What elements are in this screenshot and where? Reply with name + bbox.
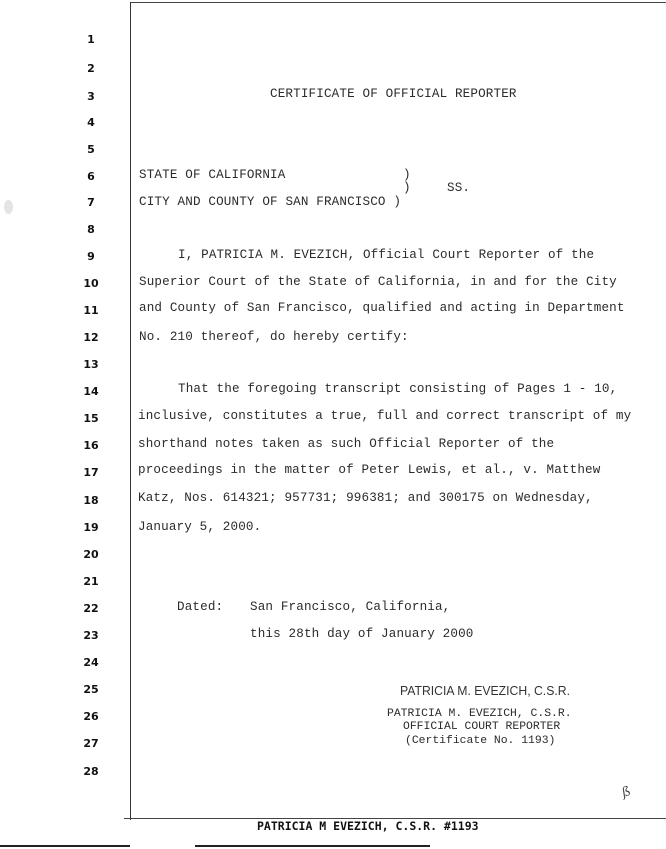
line-number: 28 bbox=[83, 765, 99, 778]
venue-bracket: ) bbox=[403, 181, 411, 195]
line-number: 23 bbox=[83, 629, 99, 642]
venue-bracket: ) bbox=[403, 168, 411, 182]
line-number: 2 bbox=[87, 62, 95, 75]
paragraph-line: No. 210 thereof, do hereby certify: bbox=[139, 330, 409, 344]
signature-handwritten: PATRICIA M. EVEZICH, C.S.R. bbox=[400, 683, 570, 698]
line-number: 7 bbox=[87, 196, 95, 209]
top-border bbox=[130, 2, 666, 3]
line-number: 3 bbox=[87, 90, 95, 103]
line-number: 13 bbox=[83, 358, 99, 371]
line-number: 8 bbox=[87, 223, 95, 236]
line-number: 5 bbox=[87, 143, 95, 156]
paragraph-line: That the foregoing transcript consisting of Pages 1 - 10, bbox=[178, 382, 618, 396]
dated-place: San Francisco, California, bbox=[250, 600, 451, 614]
scan-speck bbox=[4, 200, 13, 214]
paragraph-line: and County of San Francisco, qualified and acting in Department bbox=[139, 301, 625, 315]
line-number: 27 bbox=[83, 737, 99, 750]
line-number: 20 bbox=[83, 548, 99, 561]
line-number: 9 bbox=[87, 250, 95, 263]
footer-reporter: PATRICIA M EVEZICH, C.S.R. #1193 bbox=[257, 819, 479, 833]
line-number: 21 bbox=[83, 575, 99, 588]
line-number: 15 bbox=[83, 412, 99, 425]
signature-title: OFFICIAL COURT REPORTER bbox=[403, 721, 561, 733]
paragraph-line: I, PATRICIA M. EVEZICH, Official Court Reporter of the bbox=[178, 248, 595, 262]
dated-label: Dated: bbox=[177, 600, 224, 614]
venue-state: STATE OF CALIFORNIA bbox=[139, 168, 286, 182]
line-number: 22 bbox=[83, 602, 99, 615]
line-number: 4 bbox=[87, 116, 95, 129]
line-number: 25 bbox=[83, 683, 99, 696]
line-number: 10 bbox=[83, 277, 99, 290]
venue-ss: SS. bbox=[447, 181, 471, 195]
paragraph-line: Superior Court of the State of California, in and for the City bbox=[139, 275, 617, 289]
line-number: 24 bbox=[83, 656, 99, 669]
dated-date: this 28th day of January 2000 bbox=[250, 627, 474, 641]
signature-name: PATRICIA M. EVEZICH, C.S.R. bbox=[387, 708, 572, 720]
line-number: 1 bbox=[87, 33, 95, 46]
line-number: 26 bbox=[83, 710, 99, 723]
line-number: 12 bbox=[83, 331, 99, 344]
paragraph-line: Katz, Nos. 614321; 957731; 996381; and 300175 on Wednesday, bbox=[138, 491, 593, 505]
page-edge-line bbox=[0, 845, 130, 847]
line-number: 17 bbox=[83, 466, 99, 479]
line-number: 14 bbox=[83, 385, 99, 398]
handwritten-initials: ß bbox=[619, 783, 633, 802]
paragraph-line: proceedings in the matter of Peter Lewis, et al., v. Matthew bbox=[138, 463, 601, 477]
line-number: 6 bbox=[87, 170, 95, 183]
left-margin-rule bbox=[130, 2, 131, 820]
line-number: 18 bbox=[83, 494, 99, 507]
paragraph-line: January 5, 2000. bbox=[138, 520, 262, 534]
signature-certificate: (Certificate No. 1193) bbox=[405, 735, 556, 747]
paragraph-line: inclusive, constitutes a true, full and correct transcript of my bbox=[138, 409, 632, 423]
line-number: 16 bbox=[83, 439, 99, 452]
page-edge-line bbox=[195, 845, 430, 847]
paragraph-line: shorthand notes taken as such Official Reporter of the bbox=[138, 437, 555, 451]
certificate-title: CERTIFICATE OF OFFICIAL REPORTER bbox=[270, 87, 517, 101]
line-number: 11 bbox=[83, 304, 99, 317]
line-number: 19 bbox=[83, 521, 99, 534]
venue-county: CITY AND COUNTY OF SAN FRANCISCO ) bbox=[139, 195, 402, 209]
